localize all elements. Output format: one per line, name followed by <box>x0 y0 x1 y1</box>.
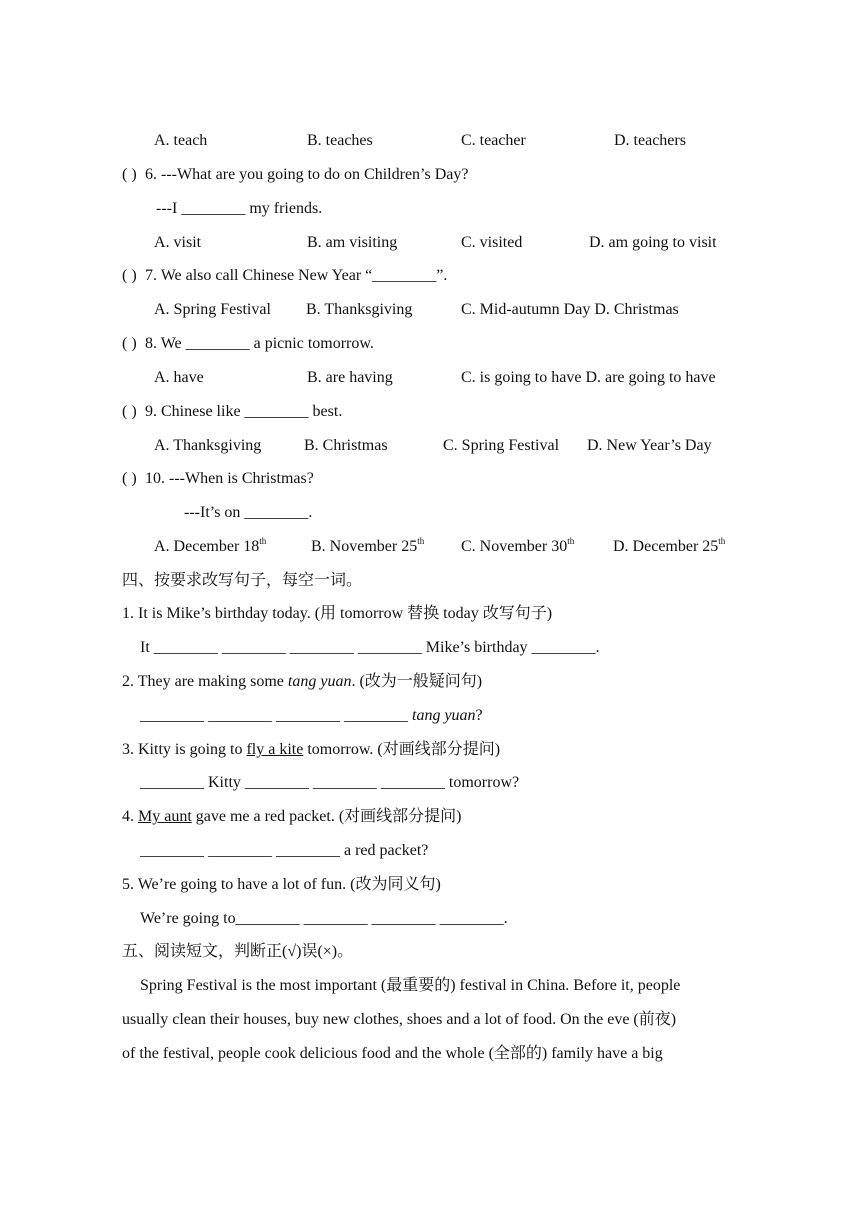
q9-option-b: B. Christmas <box>304 437 388 454</box>
q7-option-a: A. Spring Festival <box>154 301 271 318</box>
s4-q3: 3. Kitty is going to fly a kite tomorrow. (对画线部分提问) <box>122 741 501 758</box>
s4-q2: 2. They are making some tang yuan. (改为一般疑问句) <box>122 673 483 690</box>
q6-answer-line: ---I ________ my friends. <box>156 200 323 217</box>
q6-option-b: B. am visiting <box>307 234 398 251</box>
section5-heading: 五、阅读短文，判断正(√)误(×)。 <box>122 943 354 960</box>
q6-paren: ( ) <box>122 166 137 183</box>
q5-option-c: C. teacher <box>461 132 526 149</box>
q10-option-b: B. November 25th <box>311 535 425 555</box>
q8-option-cd: C. is going to have D. are going to have <box>461 369 716 386</box>
s4-q3-answer: ________ Kitty ________ ________ ________ tomorrow? <box>140 774 520 791</box>
q5-option-b: B. teaches <box>307 132 373 149</box>
q10-paren: ( ) <box>122 470 137 487</box>
q7-stem: 7. We also call Chinese New Year “________”. <box>145 267 448 284</box>
q10-option-a: A. December 18th <box>154 535 267 555</box>
q10-answer-line: ---It’s on ________. <box>184 504 313 521</box>
q6-option-d: D. am going to visit <box>589 234 717 251</box>
q7-option-b: B. Thanksgiving <box>306 301 413 318</box>
q9-stem: 9. Chinese like ________ best. <box>145 403 343 420</box>
q6-stem: 6. ---What are you going to do on Children’s Day? <box>145 166 469 183</box>
q8-option-a: A. have <box>154 369 204 386</box>
q9-option-a: A. Thanksgiving <box>154 437 262 454</box>
q10-option-c: C. November 30th <box>461 535 575 555</box>
section4-heading: 四、按要求改写句子，每空一词。 <box>122 572 363 589</box>
q6-option-c: C. visited <box>461 234 523 251</box>
q5-option-d: D. teachers <box>614 132 686 149</box>
q8-paren: ( ) <box>122 335 137 352</box>
q6-option-a: A. visit <box>154 234 202 251</box>
q8-option-b: B. are having <box>307 369 393 386</box>
q9-option-c: C. Spring Festival <box>443 437 560 454</box>
q7-paren: ( ) <box>122 267 137 284</box>
q8-stem: 8. We ________ a picnic tomorrow. <box>145 335 374 352</box>
q5-option-a: A. teach <box>154 132 208 149</box>
q7-option-cd: C. Mid-autumn Day D. Christmas <box>461 301 679 318</box>
passage-line-1: Spring Festival is the most important (最重要的) festival in China. Before it, people <box>140 977 681 994</box>
s4-q4-answer: ________ ________ ________ a red packet? <box>140 842 429 859</box>
passage-line-3: of the festival, people cook delicious food and the whole (全部的) family have a big <box>122 1045 663 1062</box>
q9-option-d: D. New Year’s Day <box>587 437 712 454</box>
s4-q5-answer: We’re going to________ ________ ________ ________. <box>140 910 508 927</box>
passage-line-2: usually clean their houses, buy new clothes, shoes and a lot of food. On the eve (前夜) <box>122 1011 677 1028</box>
s4-q1-answer: It ________ ________ ________ ________ Mike’s birthday ________. <box>140 639 600 656</box>
s4-q4: 4. My aunt gave me a red packet. (对画线部分提问) <box>122 808 462 825</box>
q10-option-d: D. December 25th <box>613 535 726 555</box>
s4-q2-answer: ________ ________ ________ ________ tang yuan? <box>140 707 483 724</box>
q9-paren: ( ) <box>122 403 137 420</box>
s4-q1: 1. It is Mike’s birthday today. (用 tomorrow 替换 today 改写句子) <box>122 605 553 622</box>
s4-q5: 5. We’re going to have a lot of fun. (改为同义句) <box>122 876 441 893</box>
q10-stem: 10. ---When is Christmas? <box>145 470 314 487</box>
